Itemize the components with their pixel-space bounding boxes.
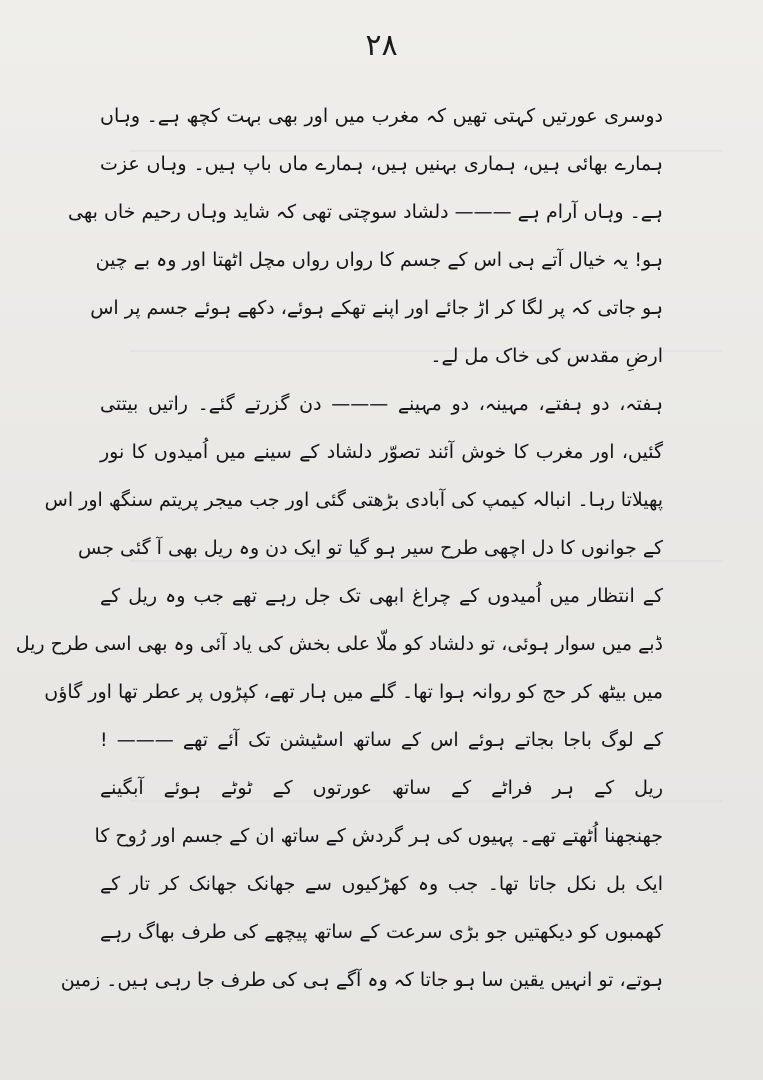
- text-line: میں بیٹھ کر حج کو روانہ ہوا تھا۔ گلے میں ہار تھے، کپڑوں پر عطر تھا اور گاؤں: [44, 681, 663, 703]
- text-line: کے جوانوں کا دل اچھی طرح سیر ہو گیا تو ایک دن وہ ریل بھی آ گئی جس: [78, 537, 663, 559]
- text-line: ہوتے، تو انہیں یقین سا ہو جاتا کہ وہ آگے ہی کی طرف جا رہی ہیں۔ زمین: [60, 969, 663, 991]
- text-line: کے لوگ باجا بجاتے ہوئے اس کے ساتھ اسٹیشن تک آئے تھے ——— !: [100, 729, 663, 751]
- text-line: ارضِ مقدس کی خاک مل لے۔: [430, 345, 663, 367]
- page-number: ۲۸: [365, 28, 398, 63]
- text-line: ہمارے بھائی ہیں، ہماری بہنیں ہیں، ہمارے ماں باپ ہیں۔ وہاں عزت: [100, 153, 663, 175]
- text-line: جھنجھنا اُٹھتے تھے۔ پہیوں کی ہر گردش کے ساتھ ان کے جسم اور رُوح کا: [94, 825, 663, 847]
- text-line: ہفتہ، دو ہفتے، مہینہ، دو مہینے ——— دن گزرتے گئے۔ راتیں بیتتی: [100, 393, 663, 415]
- text-line: گئیں، اور مغرب کا خوش آئند تصوّر دلشاد کے سینے میں اُمیدوں کا نور: [100, 441, 663, 463]
- paragraph: [60, 764, 663, 1004]
- text-line: ایک بل نکل جاتا تھا۔ جب وہ کھڑکیوں سے جھانک جھانک کر تار کے: [100, 873, 663, 895]
- paragraph: [68, 92, 663, 380]
- text-line: کھمبوں کو دیکھتیں جو بڑی سرعت کے ساتھ پیچھے کی طرف بھاگ رہے: [100, 921, 663, 943]
- text-line: ریل کے ہر فراٹے کے ساتھ عورتوں کے ٹوٹے ہوئے آبگینے: [100, 777, 663, 799]
- text-line: ڈبے میں سوار ہوئی، تو دلشاد کو ملّا علی بخش کی یاد آئی وہ بھی اسی طرح ریل: [15, 633, 663, 655]
- paragraph: [15, 380, 663, 764]
- text-line: پھیلاتا رہا۔ انبالہ کیمپ کی آبادی بڑھتی گئی اور جب میجر پریتم سنگھ اور اس: [44, 489, 663, 511]
- body-text: [15, 92, 663, 1004]
- text-line: ہو جاتی کہ پر لگا کر اڑ جائے اور اپنے تھکے ہوئے، دکھے ہوئے جسم پر اس: [90, 297, 663, 319]
- text-line: کے انتظار میں اُمیدوں کے چراغ ابھی تک جل رہے تھے جب وہ ریل کے: [100, 585, 663, 607]
- text-line: دوسری عورتیں کہتی تھیں کہ مغرب میں اور بھی بہت کچھ ہے۔ وہاں: [100, 105, 663, 127]
- text-line: ہے۔ وہاں آرام ہے ——— دلشاد سوچتی تھی کہ شاید وہاں رحیم خاں بھی: [68, 201, 663, 223]
- text-line: ہو! یہ خیال آتے ہی اس کے جسم کا رواں رواں مچل اٹھتا اور وہ بے چین: [95, 249, 663, 271]
